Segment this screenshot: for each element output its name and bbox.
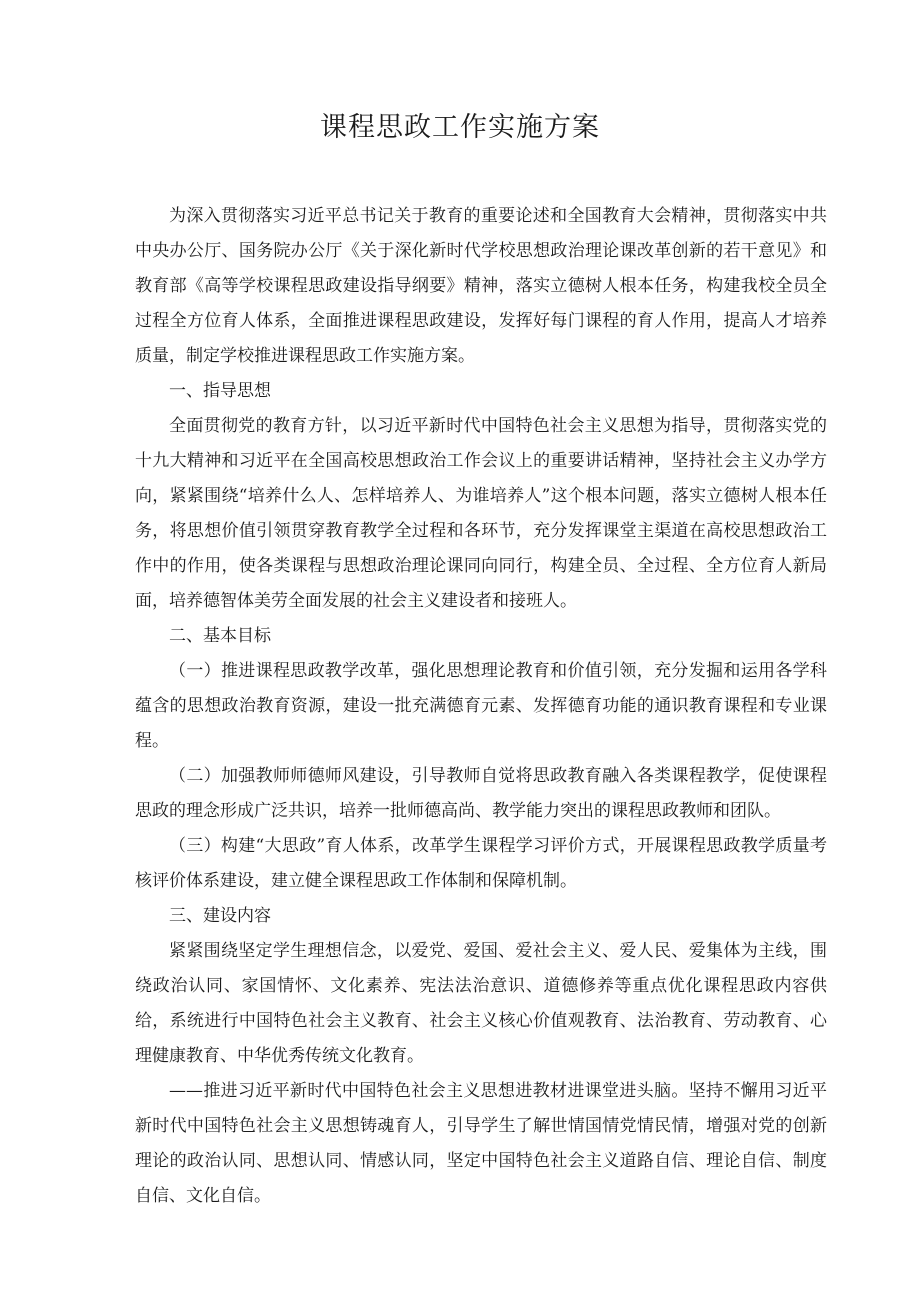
section-heading-content: 三、建设内容 xyxy=(169,906,271,926)
content-paragraph: 紧紧围绕坚定学生理想信念，以爱党、爱国、爱社会主义、爱人民、爱集体为主线，围绕政治认同、家国情怀、文化素养、宪法法治意识、道德修养等重点优化课程思政内容供给，系统进行中国特色社会主义教育、社会主义核心价值观教育、法治教育、劳动教育、心理健康教育、中华优秀传统文化教育。 xyxy=(135,941,827,1066)
content-item-paragraph: ——推进习近平新时代中国特色社会主义思想进教材进课堂进头脑。坚持不懈用习近平新时代中国特色社会主义思想铸魂育人，引导学生了解世情国情党情民情，增强对党的创新理论的政治认同、思想认同、情感认同，坚定中国特色社会主义道路自信、理论自信、制度自信、文化自信。 xyxy=(135,1081,827,1206)
section-heading-basic-goals: 二、基本目标 xyxy=(169,626,271,646)
guiding-ideology-paragraph: 全面贯彻党的教育方针，以习近平新时代中国特色社会主义思想为指导，贯彻落实党的十九大精神和习近平在全国高校思想政治工作会议上的重要讲话精神，坚持社会主义办学方向，紧紧围绕“培养什么人、怎样培养人、为谁培养人”这个根本问题，落实立德树人根本任务，将思想价值引领贯穿教育教学全过程和各环节，充分发挥课堂主渠道在高校思想政治工作中的作用，使各类课程与思想政治理论课同向同行，构建全员、全过程、全方位育人新局面，培养德智体美劳全面发展的社会主义建设者和接班人。 xyxy=(135,416,827,611)
intro-paragraph: 为深入贯彻落实习近平总书记关于教育的重要论述和全国教育大会精神，贯彻落实中共中央办公厅、国务院办公厅《关于深化新时代学校思想政治理论课改革创新的若干意见》和教育部《高等学校课程思政建设指导纲要》精神，落实立德树人根本任务，构建我校全员全过程全方位育人体系，全面推进课程思政建设，发挥好每门课程的育人作用，提高人才培养质量，制定学校推进课程思政工作实施方案。 xyxy=(135,206,827,366)
goal-item-2: （二）加强教师师德师风建设，引导教师自觉将思政教育融入各类课程教学，促使课程思政的理念形成广泛共识，培养一批师德高尚、教学能力突出的课程思政教师和团队。 xyxy=(135,766,827,821)
goal-item-3: （三）构建“大思政”育人体系，改革学生课程学习评价方式，开展课程思政教学质量考核评价体系建设，建立健全课程思政工作体制和保障机制。 xyxy=(135,836,827,891)
page-title: 课程思政工作实施方案 xyxy=(320,112,600,143)
goal-item-1: （一）推进课程思政教学改革，强化思想理论教育和价值引领，充分发掘和运用各学科蕴含的思想政治教育资源，建设一批充满德育元素、发挥德育功能的通识教育课程和专业课程。 xyxy=(135,661,827,751)
section-heading-guiding-ideology: 一、指导思想 xyxy=(169,381,271,401)
document-body xyxy=(135,199,827,1214)
